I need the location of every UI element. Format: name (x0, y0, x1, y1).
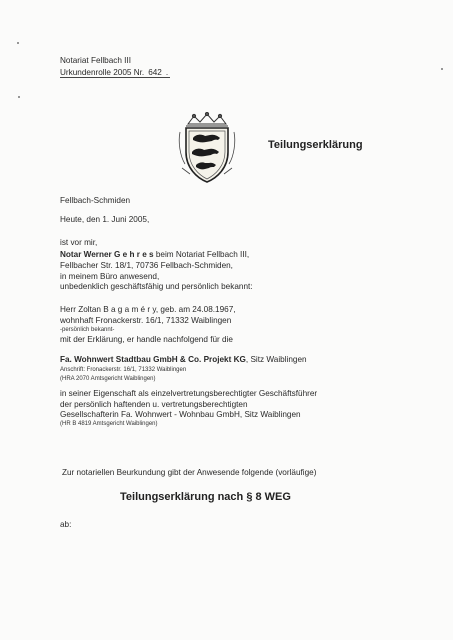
page-title: Teilungserklärung (268, 139, 363, 151)
notary-office-name: beim Notariat Fellbach III, (155, 250, 250, 259)
person-birth: , geb. am 24.08.1967, (155, 305, 236, 314)
person-declaration: mit der Erklärung, er handle nachfolgend für die (60, 335, 233, 344)
notary-name: Notar Werner (60, 250, 112, 259)
person-known-note: -persönlich bekannt- (60, 327, 115, 333)
notary-surname: G e h r e s (114, 250, 154, 259)
closing-statement: Zur notariellen Beurkundung gibt der Anwesende folgende (vorläufige) (62, 468, 317, 477)
coat-of-arms-emblem (176, 112, 238, 184)
notary-address: Fellbacher Str. 18/1, 70736 Fellbach-Schmiden, (60, 261, 233, 270)
urkundenrolle-suffix: . (165, 68, 169, 77)
date-line: Heute, den 1. Juni 2005, (60, 215, 150, 224)
scan-speck (17, 42, 19, 44)
subtitle: Teilungserklärung nach § 8 WEG (120, 491, 291, 503)
place-line: Fellbach-Schmiden (60, 196, 131, 205)
person-title-name: Herr Zoltan (60, 305, 101, 314)
notary-line (60, 250, 249, 260)
vor-mir-line: ist vor mir, (60, 238, 98, 247)
company-seat: , Sitz Waiblingen (245, 355, 307, 364)
role-line-3: Gesellschafterin Fa. Wohnwert - Wohnbau GmbH, Sitz Waiblingen (60, 410, 301, 419)
ab-label: ab: (60, 520, 72, 529)
urkundenrolle-line (60, 68, 170, 78)
person-address: wohnhaft Fronackerstr. 16/1, 71332 Waiblingen (60, 316, 232, 325)
role-line-1: in seiner Eigenschaft als einzelvertretungsberechtigter Geschäftsführer (60, 389, 318, 398)
person-line (60, 305, 236, 315)
scan-speck (18, 96, 20, 98)
company-name: Fa. Wohnwert Stadtbau GmbH & Co. Projekt KG (60, 355, 246, 364)
role-register: (HR B 4819 Amtsgericht Waiblingen) (60, 421, 158, 427)
notary-capacity: unbedenklich geschäftsfähig und persönlich bekannt: (60, 282, 253, 291)
company-register: (HRA 2070 Amtsgericht Waiblingen) (60, 376, 156, 382)
company-address: Anschrift: Fronackerstr. 16/1, 71332 Waiblingen (60, 367, 187, 373)
urkundenrolle-prefix: Urkundenrolle 2005 Nr. (60, 68, 145, 77)
urkundenrolle-number: 642 (144, 68, 166, 78)
company-line (60, 355, 307, 365)
notary-office: in meinem Büro anwesend, (60, 272, 160, 281)
notariat-line: Notariat Fellbach III (60, 56, 131, 65)
person-surname: B a g a m é r y (103, 305, 156, 314)
role-line-2: der persönlich haftenden u. vertretungsberechtigten (60, 400, 248, 409)
scan-speck (441, 68, 443, 70)
